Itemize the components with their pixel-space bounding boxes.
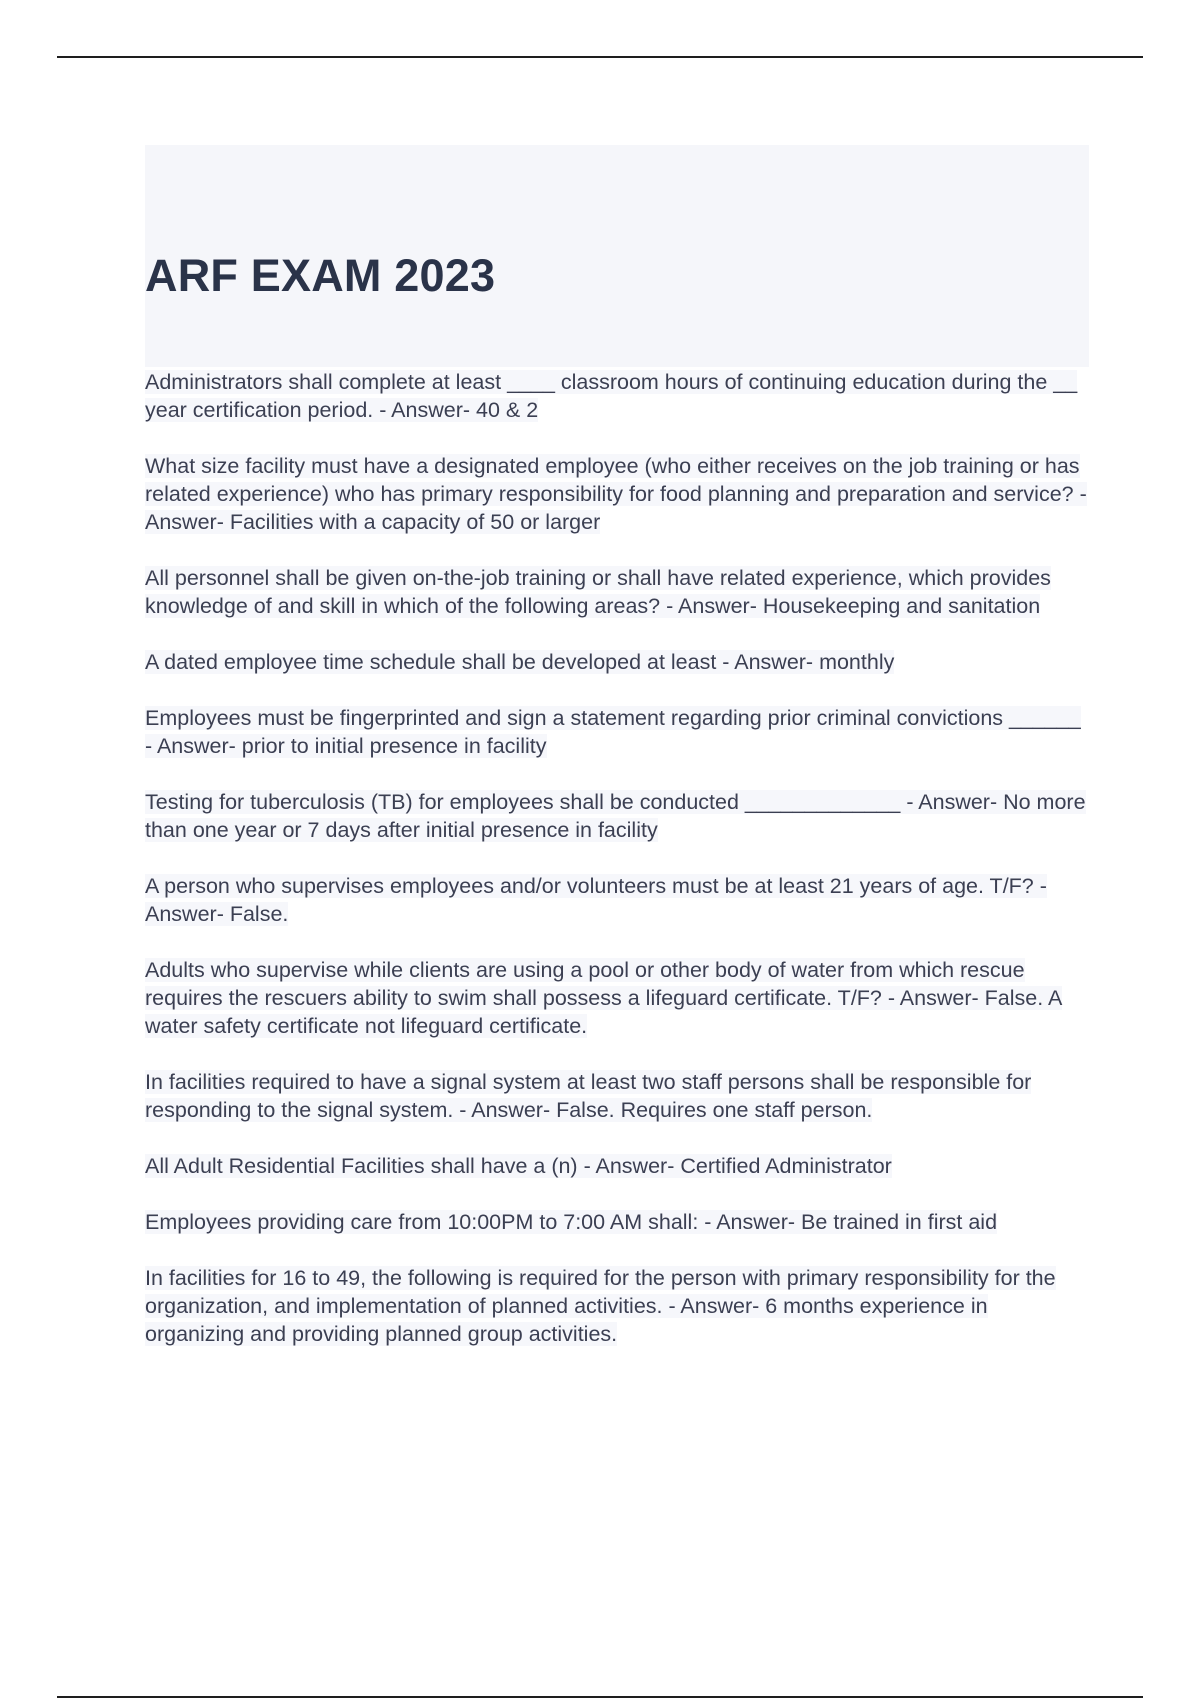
document-title: ARF EXAM 2023 xyxy=(145,250,496,301)
qa-item xyxy=(145,648,1089,676)
qa-text: Employees must be fingerprinted and sign a statement regarding prior criminal convictions ______ - Answer- prior to initial presence in facility xyxy=(145,706,1081,758)
title-banner xyxy=(145,145,1089,367)
qa-item xyxy=(145,956,1089,1040)
qa-text: In facilities for 16 to 49, the following is required for the person with primary responsibility for the organization, and implementation of planned activities. - Answer- 6 months experience in organizing and providing planned group activities. xyxy=(145,1266,1056,1346)
qa-item xyxy=(145,872,1089,928)
qa-item xyxy=(145,788,1089,844)
qa-text: Adults who supervise while clients are using a pool or other body of water from which rescue requires the rescuers ability to swim shall possess a lifeguard certificate. T/F? - Answer- False. A water safety certificate not lifeguard certificate. xyxy=(145,958,1063,1038)
qa-item xyxy=(145,1068,1089,1124)
qa-item xyxy=(145,564,1089,620)
qa-text: All personnel shall be given on-the-job training or shall have related experience, which provides knowledge of and skill in which of the following areas? - Answer- Housekeeping and sanitation xyxy=(145,566,1051,618)
qa-text: All Adult Residential Facilities shall have a (n) - Answer- Certified Administrator xyxy=(145,1154,892,1178)
qa-text: Testing for tuberculosis (TB) for employees shall be conducted _____________ - Answer- No more than one year or 7 days after initial presence in facility xyxy=(145,790,1086,842)
qa-item xyxy=(145,1264,1089,1348)
question-answer-list xyxy=(145,368,1089,1376)
qa-item xyxy=(145,1208,1089,1236)
qa-text: In facilities required to have a signal system at least two staff persons shall be responsible for responding to the signal system. - Answer- False. Requires one staff person. xyxy=(145,1070,1032,1122)
qa-text: A person who supervises employees and/or volunteers must be at least 21 years of age. T/F? - Answer- False. xyxy=(145,874,1047,926)
qa-item xyxy=(145,704,1089,760)
footer-rule xyxy=(57,1696,1143,1698)
qa-item xyxy=(145,1152,1089,1180)
qa-text: Employees providing care from 10:00PM to 7:00 AM shall: - Answer- Be trained in first aid xyxy=(145,1210,998,1234)
qa-text: Administrators shall complete at least ____ classroom hours of continuing education during the __ year certification period. - Answer- 40 & 2 xyxy=(145,370,1078,422)
qa-text: A dated employee time schedule shall be developed at least - Answer- monthly xyxy=(145,650,895,674)
header-rule xyxy=(57,56,1143,58)
qa-item xyxy=(145,452,1089,536)
qa-text: What size facility must have a designated employee (who either receives on the job training or has related experience) who has primary responsibility for food planning and preparation and service? - Answer- Facilities with a capacity of 50 or larger xyxy=(145,454,1087,534)
qa-item xyxy=(145,368,1089,424)
